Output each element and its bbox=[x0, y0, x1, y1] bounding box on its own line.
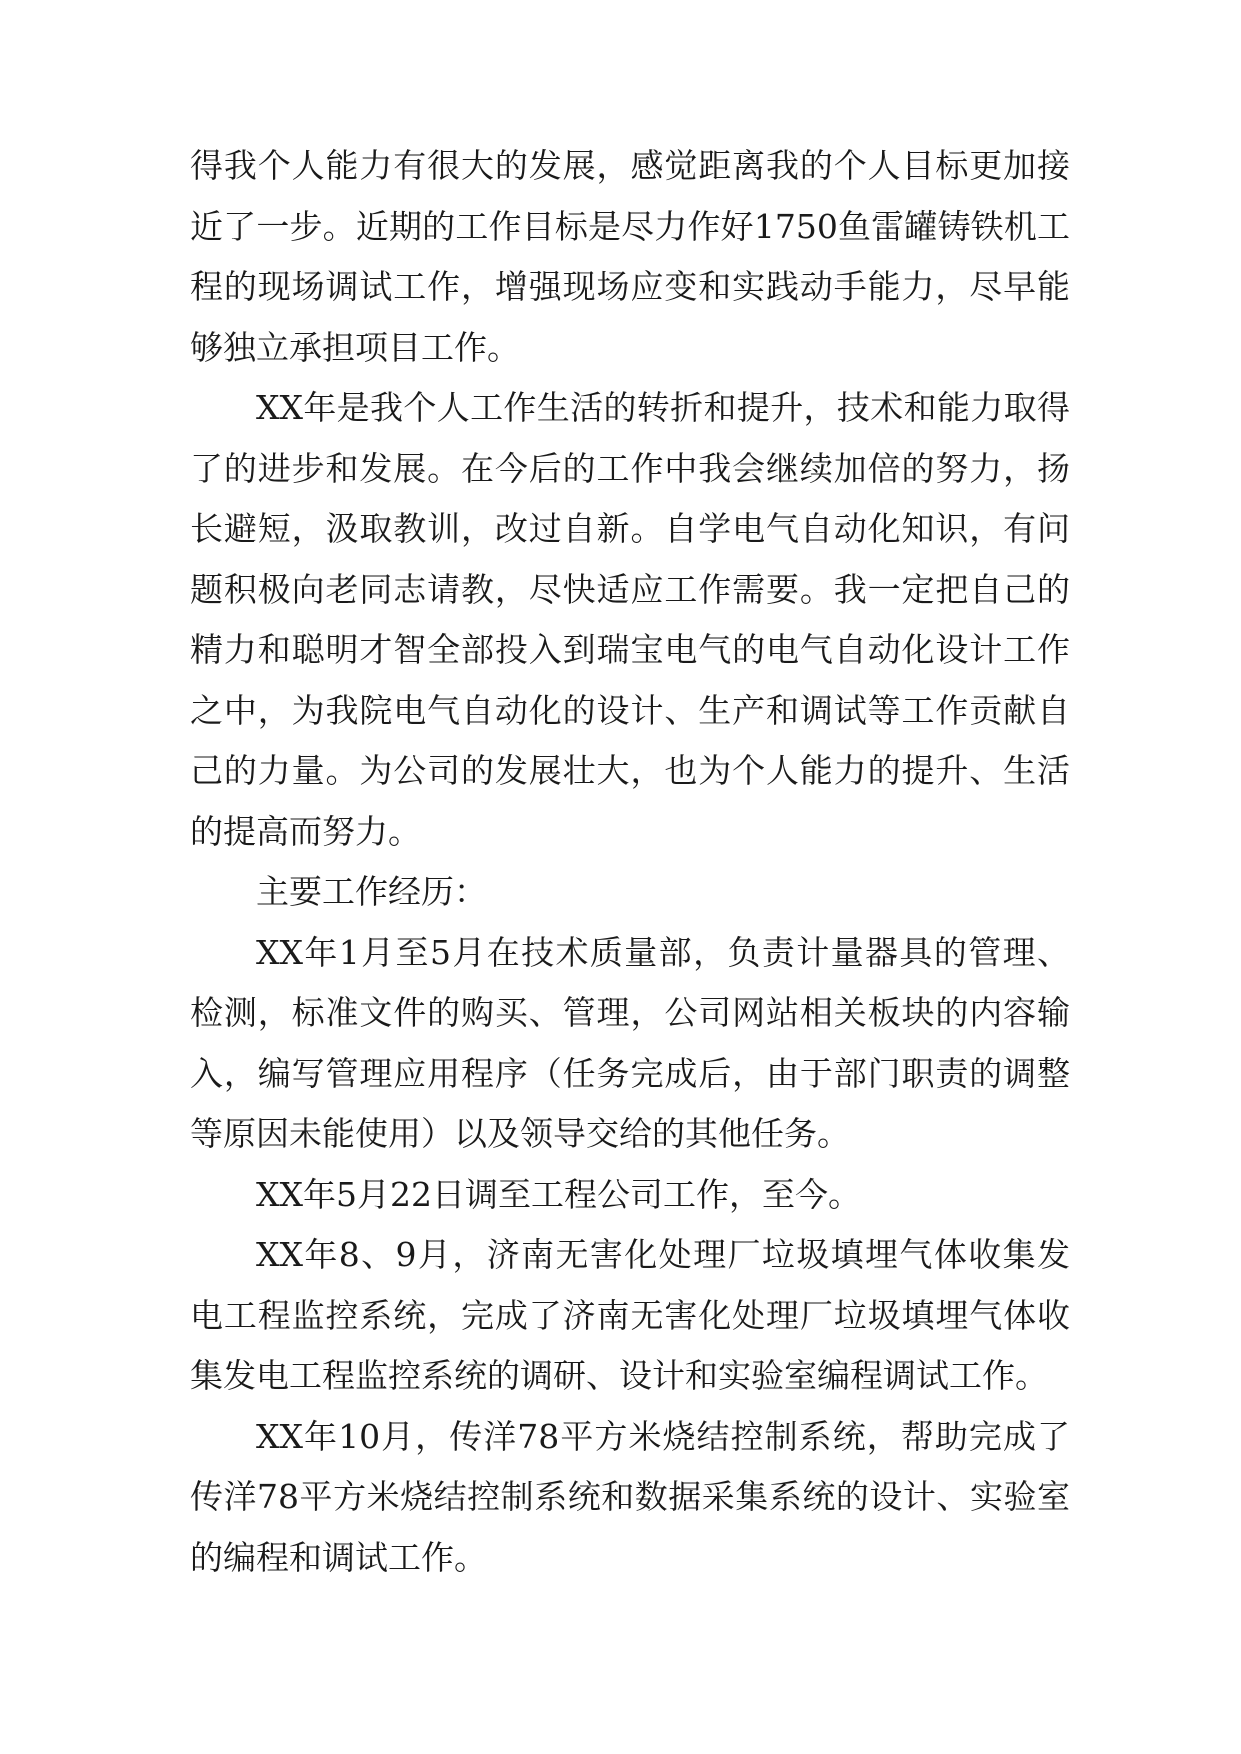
work-history-entry: XX年10月，传洋78平方米烧结控制系统，帮助完成了传洋78平方米烧结控制系统和数据采集系统的设计、实验室的编程和调试工作。 bbox=[190, 1416, 1070, 1577]
body-paragraph-summary: XX年是我个人工作生活的转折和提升，技术和能力取得了的进步和发展。在今后的工作中我会继续加倍的努力，扬长避短，汲取教训，改过自新。自学电气自动化知识，有问题积极向老同志请教，尽快适应工作需要。我一定把自己的精力和聪明才智全部投入到瑞宝电气的电气自动化设计工作之中，为我院电气自动化的设计、生产和调试等工作贡献自己的力量。为公司的发展壮大，也为个人能力的提升、生活的提高而努力。 bbox=[190, 388, 1070, 851]
work-history-entry: XX年8、9月，济南无害化处理厂垃圾填埋气体收集发电工程监控系统，完成了济南无害化处理厂垃圾填埋气体收集发电工程监控系统的调研、设计和实验室编程调试工作。 bbox=[190, 1235, 1070, 1395]
work-history-entry: XX年5月22日调至工程公司工作，至今。 bbox=[256, 1174, 861, 1214]
work-history-entry: XX年1月至5月在技术质量部，负责计量器具的管理、检测，标准文件的购买、管理，公司网站相关板块的内容输入，编写管理应用程序（任务完成后，由于部门职责的调整等原因未能使用）以及领导交给的其他任务。 bbox=[190, 932, 1070, 1153]
body-paragraph-continuation: 得我个人能力有很大的发展，感觉距离我的个人目标更加接近了一步。近期的工作目标是尽力作好1750鱼雷罐铸铁机工程的现场调试工作，增强现场应变和实践动手能力，尽早能够独立承担项目工作。 bbox=[190, 146, 1070, 367]
document-page bbox=[190, 136, 1070, 1588]
work-history-heading: 主要工作经历： bbox=[256, 872, 487, 911]
